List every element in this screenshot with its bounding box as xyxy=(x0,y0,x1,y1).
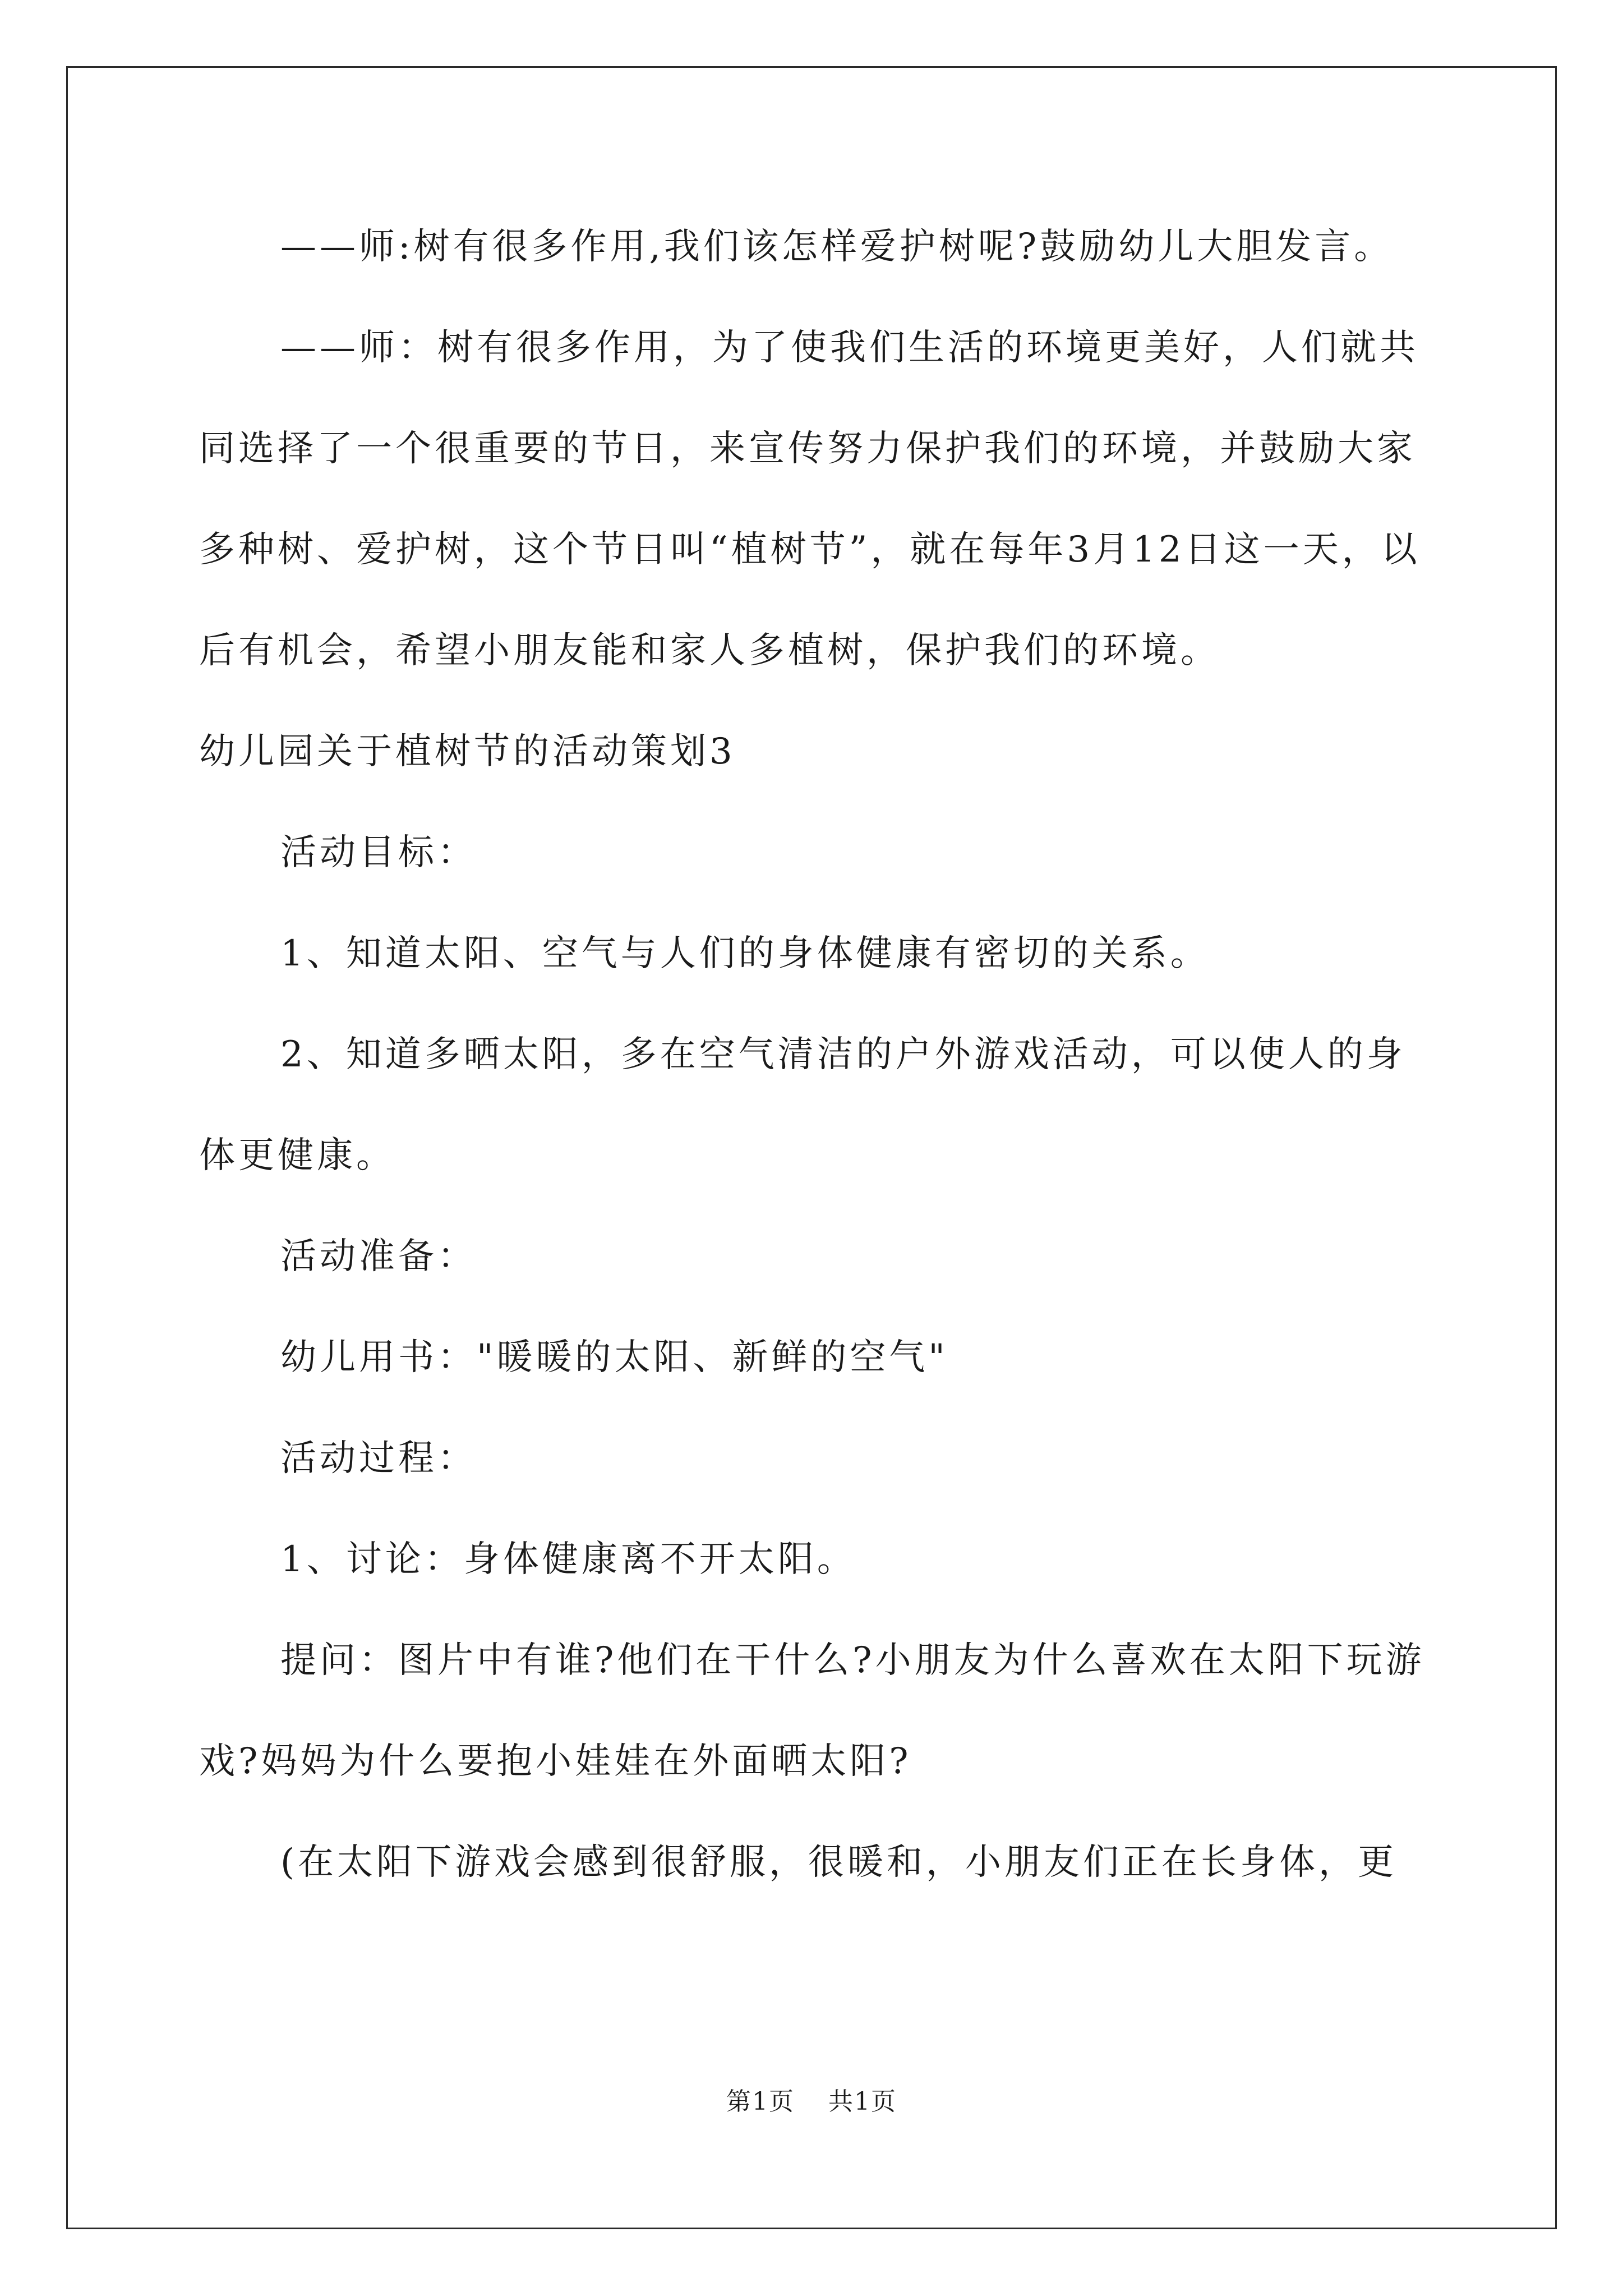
paragraph-goal-1: 1、知道太阳、空气与人们的身体健康有密切的关系。 xyxy=(280,933,1210,974)
paragraph-goal-2: 2、知道多晒太阳，多在空气清洁的户外游戏活动，可以使人的身体更健康。 xyxy=(199,1034,1406,1176)
paragraph-goals-label: 活动目标： xyxy=(280,832,477,873)
page-number: 第1页 xyxy=(726,2087,795,2116)
page-total: 共1页 xyxy=(828,2087,897,2116)
paragraph-questions: 提问：图片中有谁?他们在干什么?小朋友为什么喜欢在太阳下玩游戏?妈妈为什么要抱小娃娃在外面晒太阳? xyxy=(199,1640,1425,1782)
paragraph-answer-partial: (在太阳下游戏会感到很舒服，很暖和，小朋友们正在长身体，更 xyxy=(280,1842,1397,1883)
paragraph-arbor-day-explanation: ——师：树有很多作用，为了使我们生活的环境更美好，人们就共同选择了一个很重要的节日，来宣传努力保护我们的环境，并鼓励大家多种树、爱护树，这个节日叫“植树节”，就在每年3月12日这一天，以后有机会，希望小朋友能和家人多植树，保护我们的环境。 xyxy=(199,327,1421,671)
paragraph-teacher-question: ——师:树有很多作用,我们该怎样爱护树呢?鼓励幼儿大胆发言。 xyxy=(280,226,1394,268)
paragraph-process-step-1: 1、讨论：身体健康离不开太阳。 xyxy=(280,1539,856,1580)
paragraph-process-label: 活动过程： xyxy=(280,1438,477,1479)
paragraph-preparation-label: 活动准备： xyxy=(280,1236,477,1277)
page-footer xyxy=(0,2081,1623,2117)
section-heading: 幼儿园关于植树节的活动策划3 xyxy=(199,731,736,772)
paragraph-preparation-book: 幼儿用书："暖暖的太阳、新鲜的空气" xyxy=(280,1337,948,1378)
document-body xyxy=(199,196,1427,1913)
